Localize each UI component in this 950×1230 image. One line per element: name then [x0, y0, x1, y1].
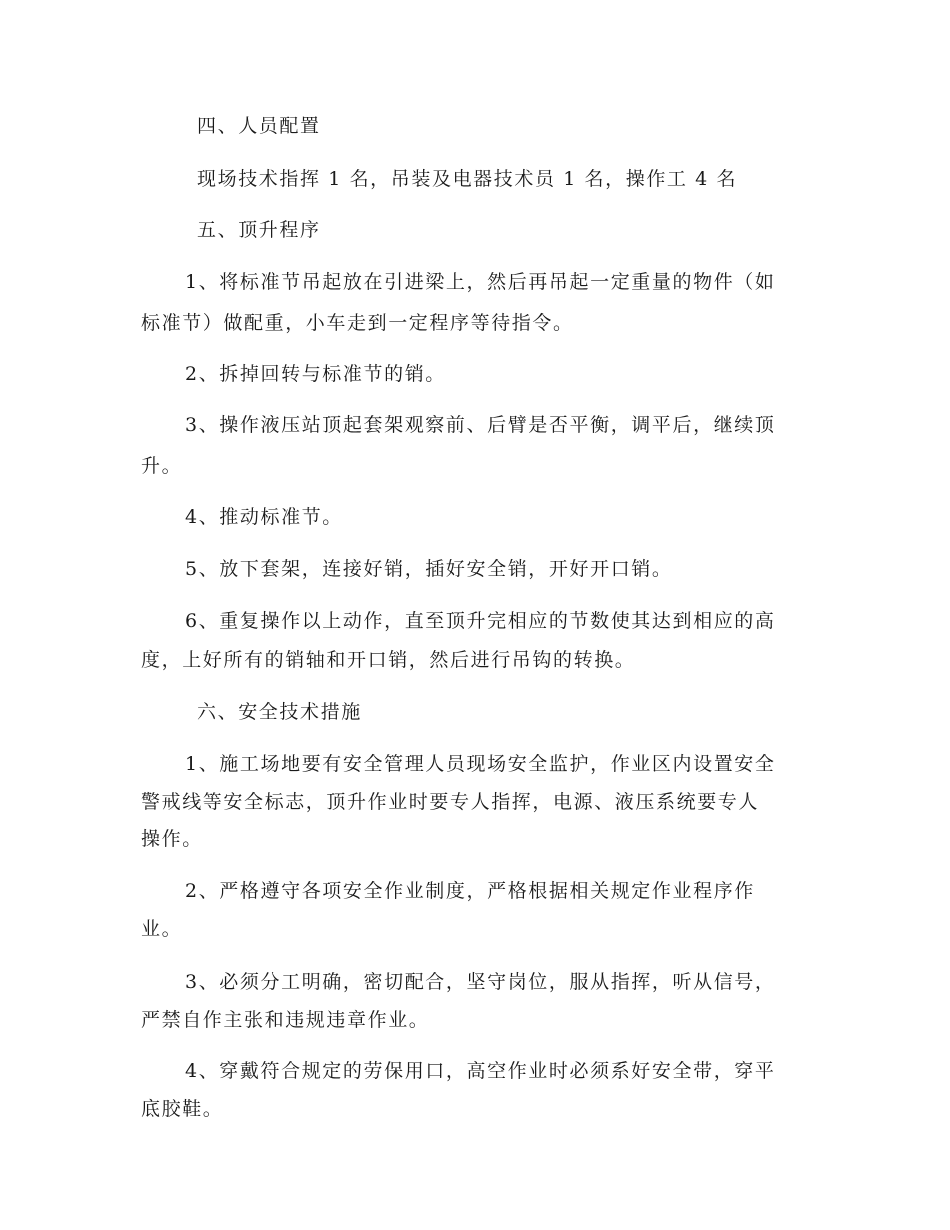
paragraph-line: 2、严格遵守各项安全作业制度，严格根据相关规定作业程序作 — [185, 880, 755, 902]
paragraph-line: 4、穿戴符合规定的劳保用口，高空作业时必须系好安全带，穿平 — [185, 1060, 776, 1082]
paragraph-line: 1、施工场地要有安全管理人员现场安全监护，作业区内设置安全 — [185, 753, 776, 775]
section-heading-jacking-procedure: 五、顶升程序 — [197, 219, 321, 241]
paragraph-personnel: 现场技术指挥 1 名，吊装及电器技术员 1 名，操作工 4 名 — [197, 168, 738, 190]
paragraph-line: 标准节）做配重，小车走到一定程序等待指令。 — [141, 312, 574, 334]
paragraph-line: 3、操作液压站顶起套架观察前、后臂是否平衡，调平后，继续顶 — [185, 414, 776, 436]
section-heading-personnel: 四、人员配置 — [197, 115, 321, 137]
paragraph-line: 升。 — [141, 455, 183, 477]
paragraph-line: 3、必须分工明确，密切配合，坚守岗位，服从指挥，听从信号， — [185, 971, 776, 993]
section-heading-safety-measures: 六、安全技术措施 — [197, 701, 362, 723]
paragraph-line: 4、推动标准节。 — [185, 506, 343, 528]
paragraph-line: 严禁自作主张和违规违章作业。 — [141, 1009, 430, 1031]
paragraph-line: 操作。 — [141, 828, 203, 850]
paragraph-line: 1、将标准节吊起放在引进梁上，然后再吊起一定重量的物件（如 — [185, 271, 776, 293]
paragraph-line: 度，上好所有的销轴和开口销，然后进行吊钩的转换。 — [141, 649, 636, 671]
paragraph-line: 业。 — [141, 918, 183, 940]
paragraph-line: 2、拆掉回转与标准节的销。 — [185, 363, 446, 385]
paragraph-line: 警戒线等安全标志，顶升作业时要专人指挥，电源、液压系统要专人 — [141, 791, 760, 813]
paragraph-line: 5、放下套架，连接好销，插好安全销，开好开口销。 — [185, 558, 673, 580]
paragraph-line: 底胶鞋。 — [141, 1098, 224, 1120]
paragraph-line: 6、重复操作以上动作，直至顶升完相应的节数使其达到相应的高 — [185, 610, 776, 632]
